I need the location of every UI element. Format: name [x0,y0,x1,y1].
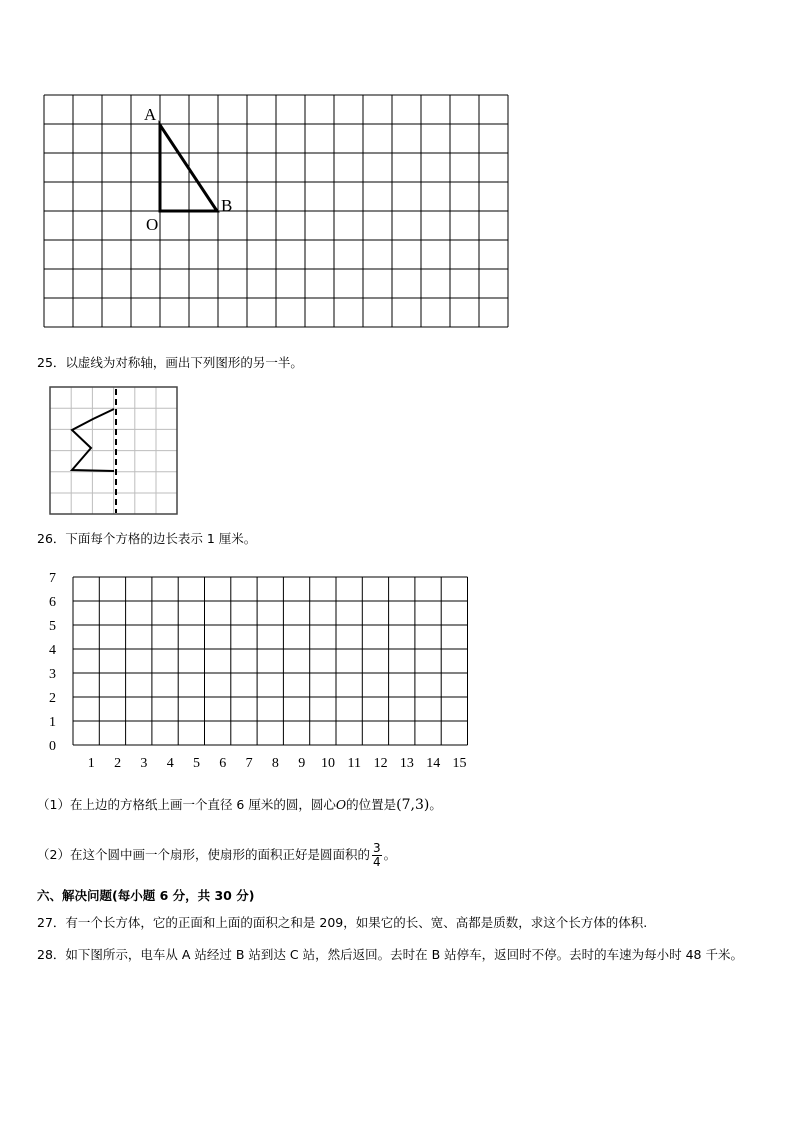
x-axis-tick-label: 2 [114,756,122,771]
part-2-end: 。 [383,847,397,862]
y-axis-tick-label: 1 [49,715,56,730]
part-1-end: 。 [429,797,442,812]
x-axis-tick-label: 12 [373,756,388,771]
x-axis-tick-label: 3 [140,756,148,771]
question-25: 25．以虚线为对称轴，画出下列图形的另一半。 [37,355,303,370]
question-26-part-1 [37,796,442,814]
x-axis-tick-label: 10 [321,756,335,771]
question-28: 28．如下图所示，电车从 A 站经过 B 站到达 C 站，然后返回。去时在 B 站停车，返回时不停。去时的车速为每小时 48 千米。 [37,947,743,962]
half-shape [72,409,114,471]
x-axis-tick-label: 8 [271,756,279,771]
point-o-label: O [146,215,159,234]
x-axis-tick-label: 13 [399,756,414,771]
x-axis-tick-label: 1 [87,756,95,771]
part-1-text: （1）在上边的方格纸上画一个直径 6 厘米的圆，圆心 [37,797,336,812]
point-b-label: B [221,196,233,215]
point-a-label: A [144,105,157,124]
y-axis-tick-label: 5 [49,619,56,634]
coordinate-grid-figure [40,568,490,773]
x-axis-tick-label: 15 [452,756,467,771]
question-26: 26．下面每个方格的边长表示 1 厘米。 [37,531,257,546]
x-axis-tick-label: 7 [245,756,253,771]
y-axis-tick-label: 0 [49,739,56,754]
y-axis-tick-label: 4 [49,643,56,658]
fraction-denominator: 4 [372,855,381,869]
center-coordinate: (7,3) [396,797,430,813]
x-axis-tick-label: 5 [193,756,200,771]
question-26-part-2 [37,838,396,872]
x-axis-tick-label: 6 [219,756,227,771]
x-axis-tick-label: 11 [347,756,362,771]
x-axis-tick-label: 4 [166,756,174,771]
fraction-three-quarters [372,842,382,869]
part-2-text: （2）在这个圆中画一个扇形，使扇形的面积正好是圆面积的 [37,847,370,862]
y-axis-tick-label: 7 [49,571,56,586]
x-axis-tick-label: 14 [426,756,441,771]
section-6-title: 六、解决问题(每小题 6 分，共 30 分) [37,888,255,903]
y-axis-tick-label: 2 [49,691,56,706]
fraction-numerator: 3 [372,841,381,855]
x-axis-tick-label: 9 [298,756,306,771]
center-o-symbol: O [335,797,347,812]
y-axis-tick-label: 6 [49,595,56,610]
triangle-grid-figure [30,90,520,335]
question-27: 27．有一个长方体，它的正面和上面的面积之和是 209，如果它的长、宽、高都是质数，求这个长方体的体积. [37,915,648,930]
y-axis-tick-label: 3 [49,667,56,682]
symmetry-grid-figure [48,385,180,517]
part-1-mid: 的位置是 [346,797,397,812]
